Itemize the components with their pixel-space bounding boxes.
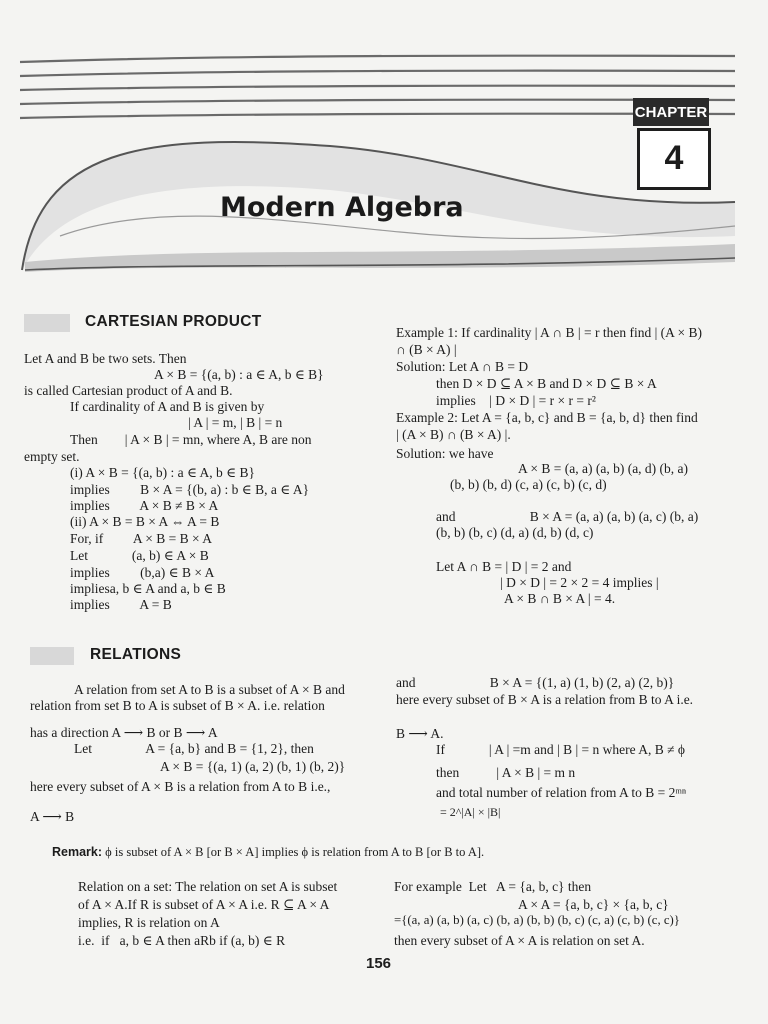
formula-line: B ⟶ A.	[396, 726, 444, 741]
formula-line: For, if A × B = B × A	[70, 531, 212, 546]
formula-line: (b, b) (b, d) (c, a) (c, b) (c, d)	[450, 477, 607, 492]
text-line: here every subset of B × A is a relation from B to A i.e.	[396, 692, 694, 707]
chapter-badge	[633, 98, 709, 190]
formula-line: ={(a, a) (a, b) (a, c) (b, a) (b, b) (b, c) (c, a) (c, b) (c, c)}	[394, 913, 680, 927]
formula-line: Let A = {a, b} and B = {1, 2}, then	[74, 741, 314, 756]
section-marker	[30, 647, 74, 665]
formula-line: and B × A = {(1, a) (1, b) (2, a) (2, b)}	[396, 675, 675, 690]
chapter-title: Modern Algebra	[220, 192, 464, 223]
formula-line: | D × D | = 2 × 2 = 4 implies |	[500, 575, 659, 590]
solution-line: implies | D × D | = r × r = r²	[436, 393, 596, 408]
text-line: implies, R is relation on A	[78, 915, 220, 930]
formula-line: Let A ∩ B = | D | = 2 and	[436, 559, 572, 574]
text-line: of A × A.If R is subset of A × A i.e. R ⊆ A × A	[78, 897, 330, 912]
text-line: relation from set B to A is subset of B × A. i.e. relation	[30, 698, 325, 713]
formula-line: implies B × A = {(b, a) : b ∈ B, a ∈ A}	[70, 482, 310, 497]
section-marker	[24, 314, 70, 332]
formula-line: implies (b,a) ∈ B × A	[70, 565, 215, 580]
text-line: then every subset of A × A is relation on set A.	[394, 933, 645, 948]
remark-text: ϕ is subset of A × B [or B × A] implies ϕ is relation from A to B [or B to A].	[105, 845, 485, 859]
chapter-number: 4	[637, 128, 711, 190]
remark	[52, 846, 484, 859]
page-number: 156	[366, 955, 392, 972]
text-line: and total number of relation from A to B = 2ᵐⁿ	[436, 785, 687, 800]
solution-line: Solution: we have	[396, 446, 494, 461]
formula-line: implies A = B	[70, 597, 172, 612]
section-heading-relations: RELATIONS	[90, 646, 182, 663]
formula-line: A × B = (a, a) (a, b) (a, d) (b, a)	[518, 461, 689, 476]
formula-line: then | A × B | = m n	[436, 765, 576, 780]
section-heading-cartesian: CARTESIAN PRODUCT	[85, 313, 262, 330]
text-line: Then | A × B | = mn, where A, B are non	[70, 432, 312, 447]
text-line: empty set.	[24, 449, 80, 464]
formula-line: (i) A × B = {(a, b) : a ∈ A, b ∈ B}	[70, 465, 256, 480]
text-line: i.e. if a, b ∈ A then aRb if (a, b) ∈ R	[78, 933, 286, 948]
formula-line: A × B = {(a, 1) (a, 2) (b, 1) (b, 2)}	[160, 759, 346, 774]
formula-line: (b, b) (b, c) (d, a) (d, b) (d, c)	[436, 525, 594, 540]
formula-line: impliesa, b ∈ A and a, b ∈ B	[70, 581, 226, 596]
chapter-label: CHAPTER	[633, 98, 709, 126]
solution-line: Solution: Let A ∩ B = D	[396, 359, 529, 374]
text-line: is called Cartesian product of A and B.	[24, 383, 233, 398]
text-line: Relation on a set: The relation on set A is subset	[78, 879, 338, 894]
example-line: | (A × B) ∩ (B × A) |.	[396, 427, 511, 442]
formula-line: A ⟶ B	[30, 809, 75, 824]
text-line: here every subset of A × B is a relation from A to B i.e.,	[30, 779, 331, 794]
text-line: If cardinality of A and B is given by	[70, 399, 265, 414]
formula-line: implies A × B ≠ B × A	[70, 498, 219, 513]
formula-line: (ii) A × B = B × A ⇔ A = B	[70, 514, 220, 529]
formula-line: and B × A = (a, a) (a, b) (a, c) (b, a)	[436, 509, 699, 524]
formula-line: | A | = m, | B | = n	[188, 415, 283, 430]
formula-line: If | A | =m and | B | = n where A, B ≠ ϕ	[436, 742, 686, 757]
formula-line: Let (a, b) ∈ A × B	[70, 548, 209, 563]
formula-line: A × A = {a, b, c} × {a, b, c}	[518, 897, 669, 912]
example-line: Example 1: If cardinality | A ∩ B | = r then find | (A × B)	[396, 325, 703, 340]
formula-line: = 2^|A| × |B|	[440, 805, 501, 819]
formula-line: A × B = {(a, b) : a ∈ A, b ∈ B}	[154, 367, 324, 382]
text-line: For example Let A = {a, b, c} then	[394, 879, 592, 894]
text-line: A relation from set A to B is a subset of A × B and	[74, 682, 345, 697]
formula-line: A × B ∩ B × A | = 4.	[504, 591, 616, 606]
example-line: Example 2: Let A = {a, b, c} and B = {a, b, d} then find	[396, 410, 698, 425]
text-line: Let A and B be two sets. Then	[24, 351, 187, 366]
remark-label: Remark:	[52, 845, 103, 859]
solution-line: then D × D ⊆ A × B and D × D ⊆ B × A	[436, 376, 657, 391]
example-line: ∩ (B × A) |	[396, 342, 457, 357]
text-line: has a direction A ⟶ B or B ⟶ A	[30, 725, 218, 740]
